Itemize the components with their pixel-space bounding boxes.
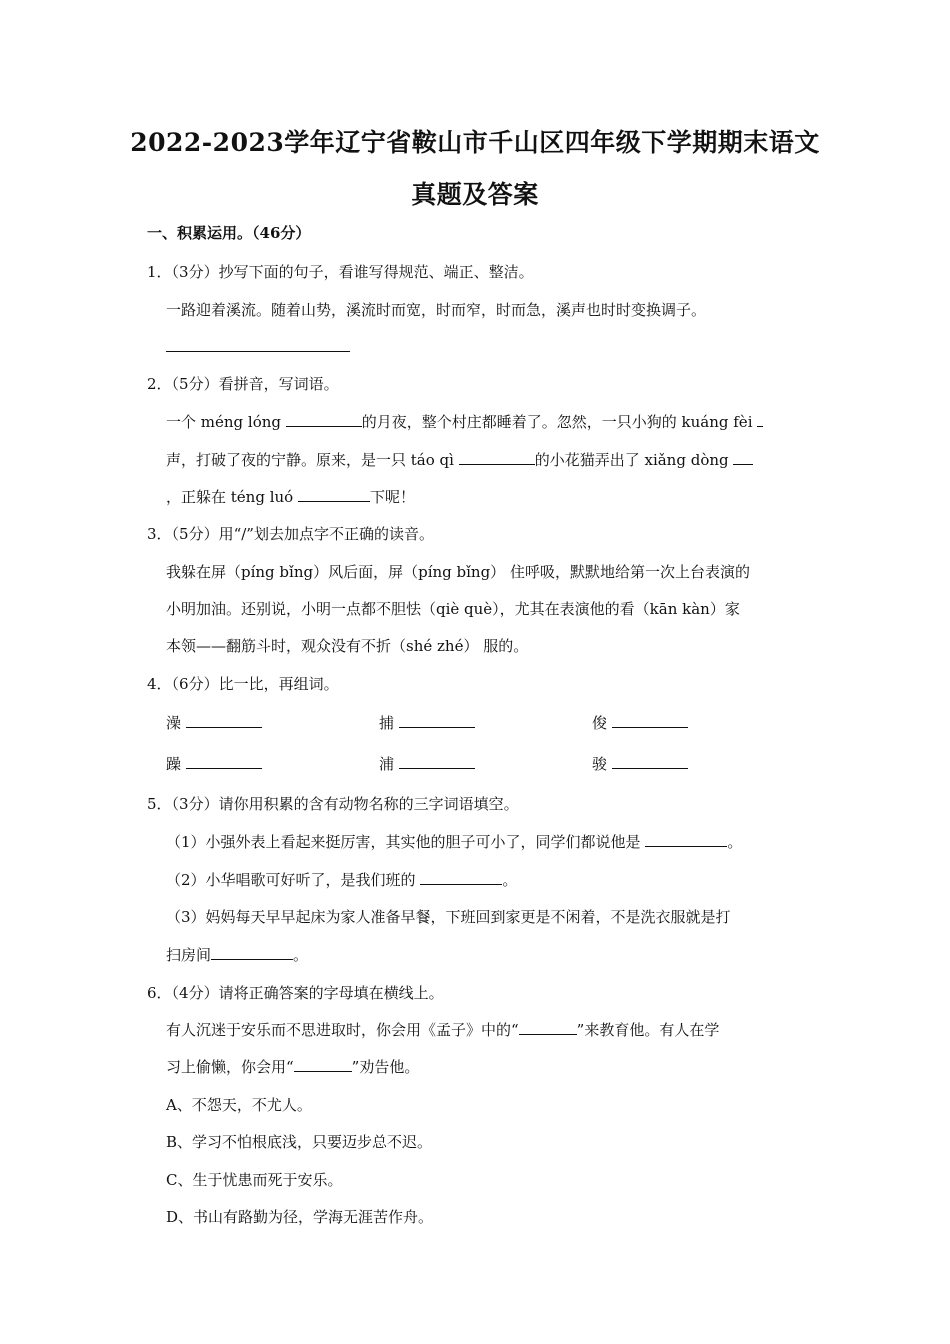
q5-blank-3 <box>211 945 293 960</box>
q4-r1-c3 <box>592 713 688 733</box>
q4-r2-c1 <box>166 754 262 774</box>
q5-s1-end: 。 <box>727 833 743 851</box>
q5-s2-end: 。 <box>502 871 518 889</box>
q5-sub-1 <box>166 832 742 852</box>
q6-option-c: C、生于忧患而死于安乐。 <box>166 1171 343 1189</box>
q6-option-a: A、不怨天，不尤人。 <box>166 1096 312 1114</box>
q1-answer-line <box>166 351 350 352</box>
q4-char: 俊 <box>592 714 612 732</box>
q6-blank-2 <box>294 1057 352 1072</box>
q4-char: 澡 <box>166 714 186 732</box>
q5-stem: 5．（3分）请你用积累的含有动物名称的三字词语填空。 <box>147 795 519 813</box>
q5-sub-2 <box>166 870 517 890</box>
q6-option-b: B、学习不怕根底浅，只要迈步总不迟。 <box>166 1133 433 1151</box>
q2-l1-text-b: 的月夜，整个村庄都睡着了。忽然，一只小狗的 kuáng fèi <box>361 413 758 431</box>
q2-l3-text-b: 下呢！ <box>369 488 415 506</box>
q4-blank <box>186 713 262 728</box>
q4-blank <box>399 713 475 728</box>
q4-r2-c2 <box>379 754 475 774</box>
q3-line-3: 本领——翻筋斗时，观众没有不折（shé zhé） 服的。 <box>166 637 529 655</box>
q4-stem: 4．（6分）比一比，再组词。 <box>147 675 339 693</box>
q2-line-3 <box>166 487 415 507</box>
blank-tengluo <box>298 487 370 502</box>
q6-l2-text-b: ”劝告他。 <box>351 1058 420 1076</box>
q1-stem: 1．（3分）抄写下面的句子，看谁写得规范、端正、整洁。 <box>147 263 534 281</box>
section-heading: 一、积累运用。（46分） <box>147 224 311 242</box>
blank-menglong <box>286 412 362 427</box>
q2-l3-text-a: ，正躲在 téng luó <box>166 488 298 506</box>
q3-line-2: 小明加油。还别说，小明一点都不胆怯（qiè què），尤其在表演他的看（kān kàn）家 <box>166 600 740 618</box>
q6-l1-text-b: ”来教育他。有人在学 <box>576 1021 720 1039</box>
q4-char: 骏 <box>592 755 612 773</box>
q6-l1-text-a: 有人沉迷于安乐而不思进取时，你会用《孟子》中的“ <box>166 1021 519 1039</box>
q5-s3-end: 。 <box>293 946 309 964</box>
q4-char: 浦 <box>379 755 399 773</box>
blank-xiangdong <box>733 450 753 465</box>
q6-line-1 <box>166 1020 719 1040</box>
title-line-1: 2022-2023学年辽宁省鞍山市千山区四年级下学期期末语文 <box>130 128 820 157</box>
q3-stem: 3．（5分）用“/”划去加点字不正确的读音。 <box>147 525 434 543</box>
q2-line-2 <box>166 450 753 470</box>
q6-option-d: D、书山有路勤为径，学海无涯苦作舟。 <box>166 1208 434 1226</box>
q4-char: 捕 <box>379 714 399 732</box>
q4-char: 躁 <box>166 755 186 773</box>
q3-line-1: 我躲在屏（píng bǐng）风后面，屏（píng bǐng） 住呼吸，默默地给第一次上台表演的 <box>166 563 750 581</box>
q4-blank <box>186 754 262 769</box>
q4-blank <box>612 754 688 769</box>
q4-r1-c2 <box>379 713 475 733</box>
q5-blank-2 <box>420 870 502 885</box>
q6-blank-1 <box>519 1020 577 1035</box>
q5-s3-text: 扫房间 <box>166 946 212 964</box>
q6-l2-text-a: 习上偷懒，你会用“ <box>166 1058 294 1076</box>
q4-r2-c3 <box>592 754 688 774</box>
title-line-2: 真题及答案 <box>411 180 539 209</box>
q5-s1-text: （1）小强外表上看起来挺厉害，其实他的胆子可小了，同学们都说他是 <box>166 833 646 851</box>
q1-sentence: 一路迎着溪流。随着山势，溪流时而宽，时而窄，时而急，溪声也时时变换调子。 <box>166 301 707 319</box>
blank-taoqi <box>459 450 535 465</box>
q6-stem: 6．（4分）请将正确答案的字母填在横线上。 <box>147 984 444 1002</box>
q2-line-1 <box>166 412 763 432</box>
q2-l2-text-b: 的小花猫弄出了 xiǎng dòng <box>534 451 734 469</box>
q4-r1-c1 <box>166 713 262 733</box>
q5-s2-text: （2）小华唱歌可好听了，是我们班的 <box>166 871 421 889</box>
q5-sub-3: （3）妈妈每天早早起床为家人准备早餐，下班回到家更是不闲着，不是洗衣服就是打 <box>166 908 731 926</box>
q4-blank <box>399 754 475 769</box>
q5-blank-1 <box>645 832 727 847</box>
q5-sub-3-cont <box>166 945 308 965</box>
q6-line-2 <box>166 1057 419 1077</box>
blank-kuangfei <box>757 412 763 427</box>
q4-blank <box>612 713 688 728</box>
q2-l1-text-a: 一个 méng lóng <box>166 413 286 431</box>
q2-l2-text-a: 声，打破了夜的宁静。原来，是一只 táo qì <box>166 451 459 469</box>
q2-stem: 2．（5分）看拼音，写词语。 <box>147 375 339 393</box>
